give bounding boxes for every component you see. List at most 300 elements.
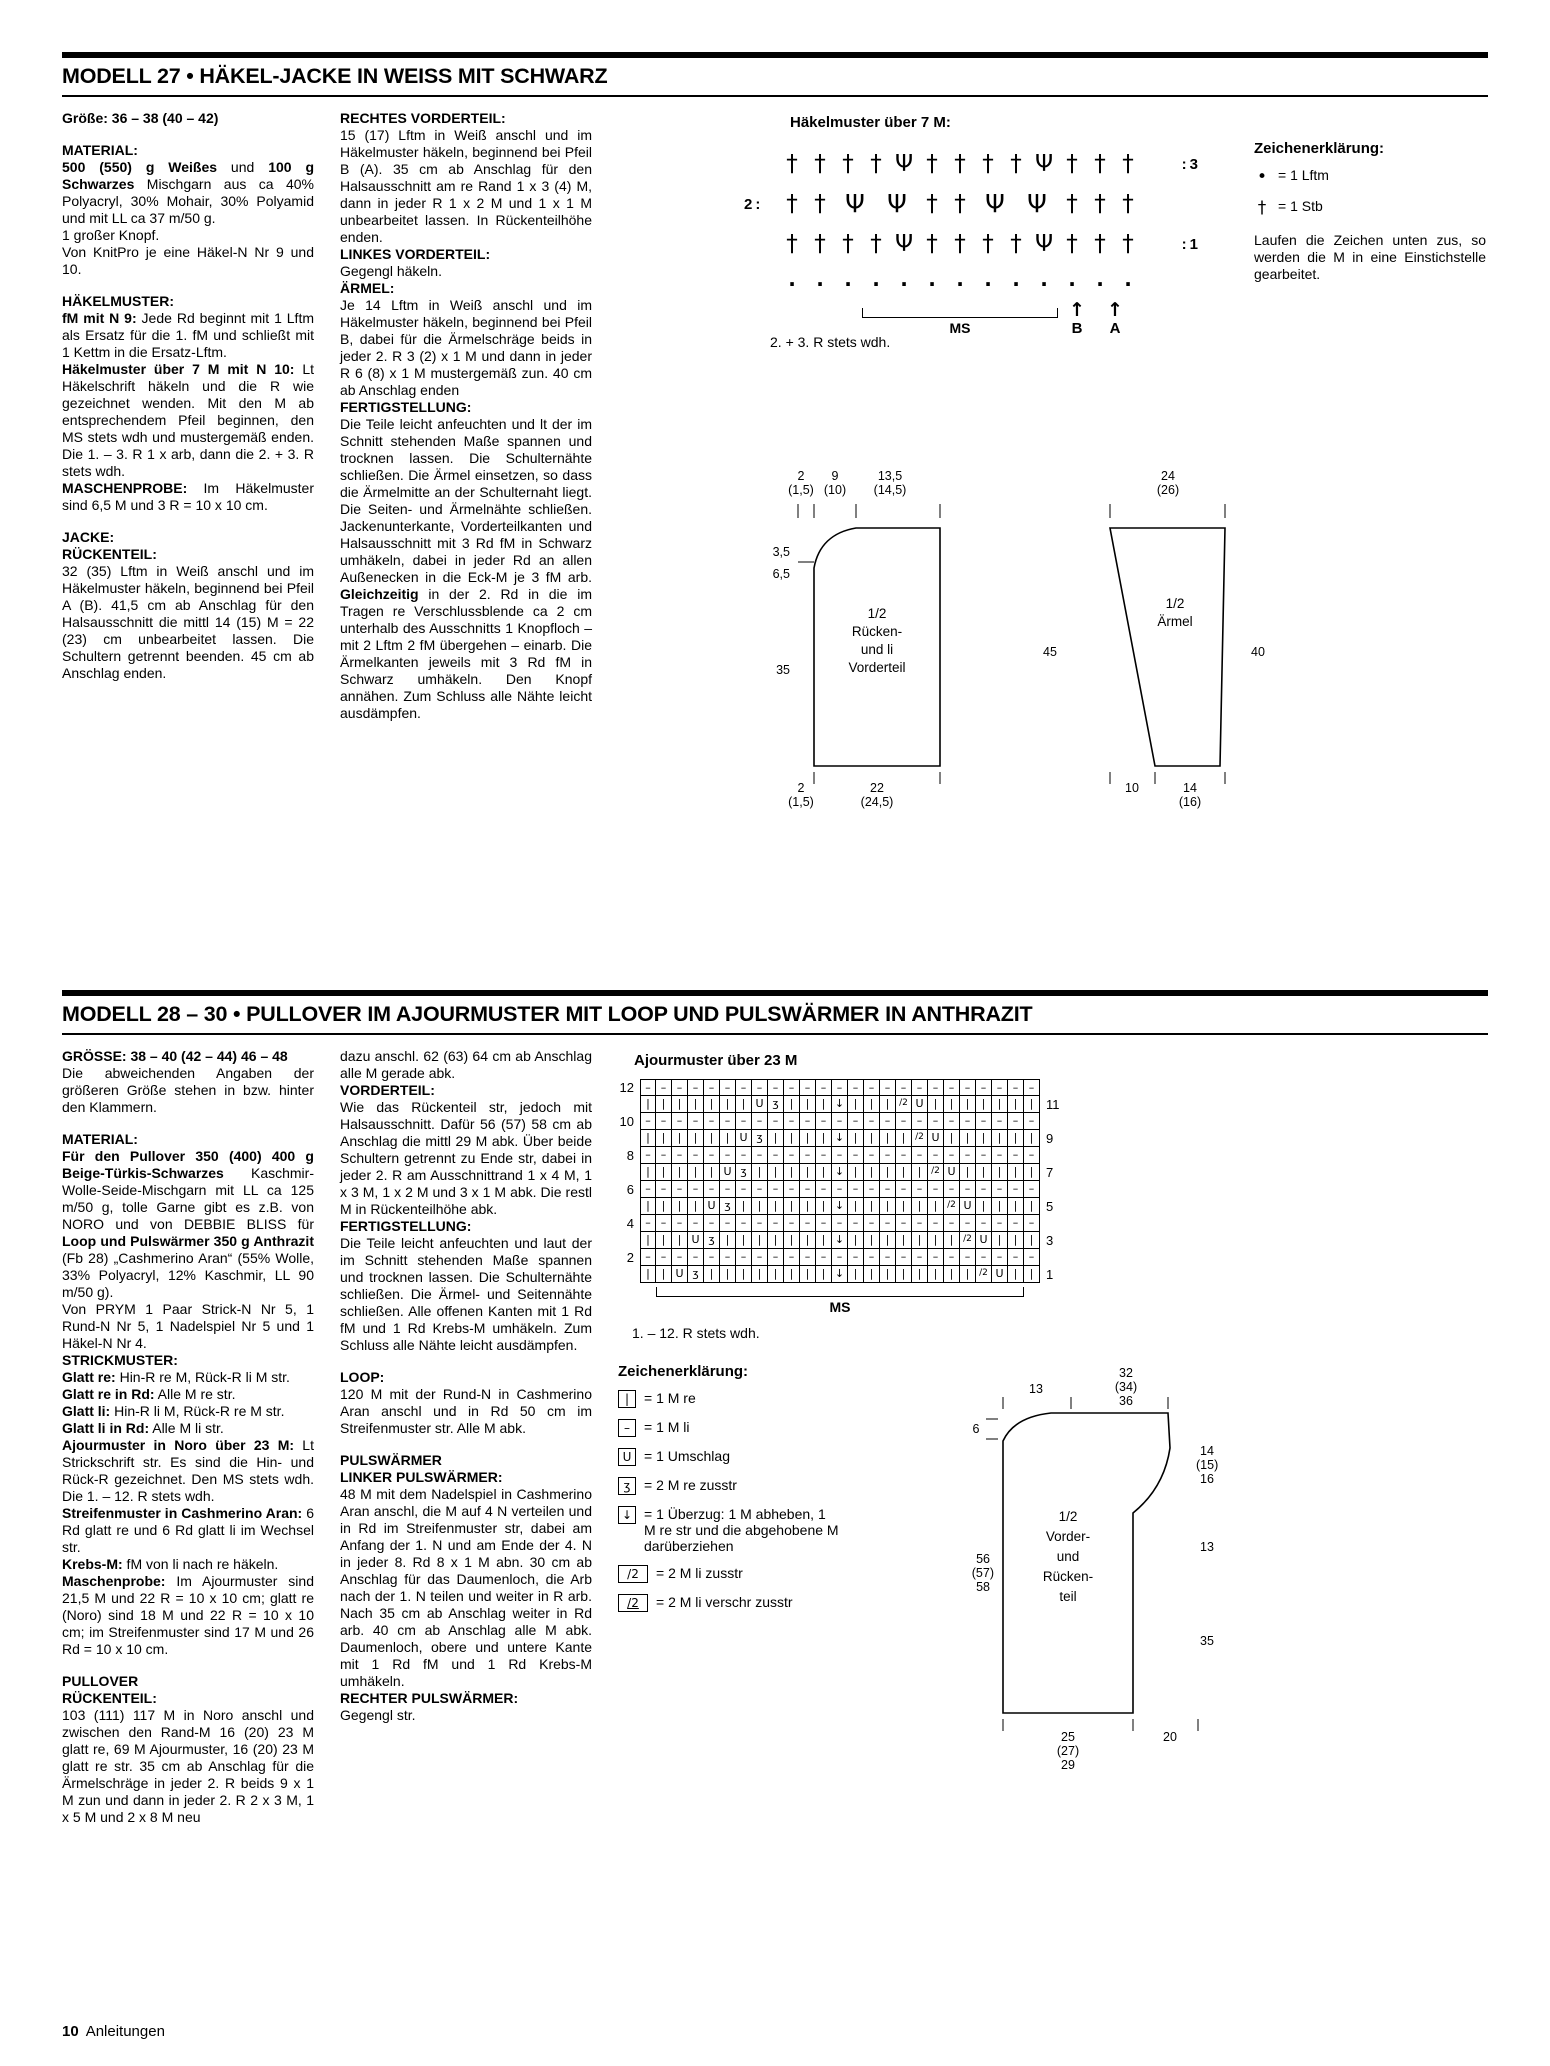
stitch-symbol-icon: · [816, 272, 824, 296]
chart-cell: | [656, 1130, 672, 1147]
chart-cell: | [656, 1164, 672, 1181]
legend-label: = 2 M li zusstr [656, 1565, 743, 1581]
paragraph: fM mit N 9: Jede Rd beginnt mit 1 Lftm als Ersatz für die 1. fM und schließt mit 1 Kettm in die Ersatz-Lftm. [62, 310, 314, 360]
legend-label: = 1 M re [644, 1390, 696, 1406]
stitch-symbol-icon: † [786, 231, 798, 257]
chart-cell: – [816, 1249, 832, 1266]
chart-cell: | [976, 1096, 992, 1113]
chart-cell: | [880, 1164, 896, 1181]
stitch-symbol-icon: · [1096, 272, 1104, 296]
chart-cell: – [656, 1249, 672, 1266]
chart-cell: | [1008, 1232, 1024, 1249]
chart-cell: | [800, 1266, 816, 1283]
chart-cell: | [752, 1232, 768, 1249]
chart-cell: | [656, 1232, 672, 1249]
legend-item [618, 1565, 870, 1583]
chart-cell: /2 [944, 1198, 960, 1215]
chart-cell: | [864, 1198, 880, 1215]
chart-cell: – [864, 1181, 880, 1198]
chart-cell: – [912, 1181, 928, 1198]
legend-label: = 2 M li verschr zusstr [656, 1594, 793, 1610]
chart-cell: ↓ [832, 1130, 848, 1147]
chart-cell: – [736, 1113, 752, 1130]
stitch-symbol-icon: † [814, 191, 826, 217]
chart-cell: | [960, 1164, 976, 1181]
paragraph: Größe: 36 – 38 (40 – 42) [62, 110, 219, 126]
chart-cell: – [864, 1215, 880, 1232]
dim-label: 25 [1061, 1730, 1075, 1744]
chart-cell: – [832, 1147, 848, 1164]
chart-cell: – [976, 1215, 992, 1232]
chart-cell: – [816, 1181, 832, 1198]
row-number: 8 [626, 1148, 634, 1163]
chart-cell: – [880, 1113, 896, 1130]
paragraph: Maschenprobe: Im Ajourmuster sind 21,5 M und 22 R = 10 x 10 cm; glatt re (Noro) sind 18 M und 22 R = 10 x 10 cm; im Streifenmuster sind 17 M und 26 Rd = 10 x 10 cm. [62, 1573, 314, 1657]
chart-cell: | [1024, 1198, 1040, 1215]
chart-cell: – [928, 1249, 944, 1266]
chart-cell: – [864, 1113, 880, 1130]
paragraph: Die Teile leicht anfeuchten und laut der im Schnitt stehenden Maße spannen und trocknen lassen. Die Schulternähte schließen. Die Ärmel- und Seitennähte schließen. Alle offenen Kanten mit 1 Rd fM und 1 Rd Krebs-M umhäkeln. Zum Schluss alle Nähte leicht ausdämpfen. [340, 1235, 592, 1353]
chart-cell: | [768, 1232, 784, 1249]
paragraph: RÜCKENTEIL: [62, 546, 157, 562]
chart-cell: – [736, 1215, 752, 1232]
chart-cell: | [816, 1198, 832, 1215]
row-number [1040, 1079, 1062, 1096]
chart-cell: | [768, 1266, 784, 1283]
row-number: 9 [1046, 1131, 1054, 1146]
chart-cell: ↓ [832, 1266, 848, 1283]
stitch-symbol-icon: Ψ [985, 189, 1005, 218]
chart-cell: – [912, 1079, 928, 1096]
part-label: Vorder- [1045, 1529, 1091, 1544]
chart-cell: – [656, 1215, 672, 1232]
row-number: 3 [1189, 155, 1198, 173]
row-number [618, 1266, 640, 1283]
dim-label: (26) [1156, 483, 1180, 497]
chart-cell: – [896, 1147, 912, 1164]
stitch-symbol-icon: Ψ [845, 189, 865, 218]
chart-cell: – [832, 1113, 848, 1130]
chart-cell: ↓ [832, 1096, 848, 1113]
stitch-symbol-icon: † [954, 151, 966, 177]
paragraph: RECHTER PULSWÄRMER: [340, 1690, 519, 1706]
row-number [1040, 1113, 1062, 1130]
chart-cell: – [784, 1249, 800, 1266]
part-label: Vorderteil [848, 660, 906, 675]
stitch-symbol-icon: † [786, 191, 798, 217]
chart-cell: U [912, 1096, 928, 1113]
chart-cell: | [896, 1198, 912, 1215]
chart-cell: – [800, 1113, 816, 1130]
chart-cell: U [752, 1096, 768, 1113]
stitch-symbol-icon: † [954, 191, 966, 217]
chart-cell: – [1008, 1249, 1024, 1266]
stitch-symbol-icon: † [1010, 151, 1022, 177]
ms-bracket [862, 308, 1058, 318]
chart-cell: – [640, 1079, 656, 1096]
chart-cell: ʒ [720, 1198, 736, 1215]
stitch-symbol-icon: Ψ [1034, 151, 1054, 177]
chart-cell: | [864, 1266, 880, 1283]
row-number [618, 1096, 640, 1113]
chart-cell: – [768, 1215, 784, 1232]
chain-stitch-icon: • [1256, 167, 1268, 187]
chart-cell: | [752, 1198, 768, 1215]
chart-cell: – [848, 1181, 864, 1198]
ms-repeat-marker [656, 1287, 1024, 1315]
chart-cell: U [672, 1266, 688, 1283]
row-number: 3 [1046, 1233, 1054, 1248]
part-label: Rücken- [851, 624, 903, 639]
ms-repeat-marker [862, 308, 1058, 336]
paragraph: Häkelmuster über 7 M mit N 10: Lt Häkelschrift häkeln und die R wie gezeichnet wenden. Mit den M ab entsprechendem Pfeil beginnen, den MS stets wdh und mustergemäß enden. Die 1. – 3. R 1 x arb, dann die 2. + 3. R stets wdh. [62, 361, 314, 479]
chart-cell: | [800, 1164, 816, 1181]
chart-cell: | [912, 1198, 928, 1215]
chart-cell: – [896, 1113, 912, 1130]
chart-cell: – [688, 1147, 704, 1164]
chart-cell: – [768, 1113, 784, 1130]
stitch-symbol-icon: · [984, 272, 992, 296]
chart-cell: | [736, 1266, 752, 1283]
chart-cell: – [864, 1079, 880, 1096]
chart-cell: – [736, 1249, 752, 1266]
chart-cell: – [880, 1181, 896, 1198]
chart-cell: – [720, 1215, 736, 1232]
chart-cell: – [640, 1181, 656, 1198]
dim-label: 32 [1119, 1366, 1133, 1380]
paragraph: Glatt re: Hin-R re M, Rück-R li M str. [62, 1369, 290, 1385]
chart-cell: U [976, 1232, 992, 1249]
chart-cell: – [1008, 1147, 1024, 1164]
chart-cell: – [992, 1079, 1008, 1096]
chart-cell: | [672, 1232, 688, 1249]
chart-cell: | [640, 1266, 656, 1283]
paragraph: Glatt li in Rd: Alle M li str. [62, 1420, 224, 1436]
chart-cell: | [800, 1130, 816, 1147]
chart-cell: – [928, 1079, 944, 1096]
chart-cell: | [896, 1232, 912, 1249]
chart-cell: – [1008, 1181, 1024, 1198]
yarnover-icon: U [618, 1448, 636, 1466]
chart-cell: | [784, 1266, 800, 1283]
legend-label: = 1 M li [644, 1419, 690, 1435]
stitch-symbol-icon: † [842, 231, 854, 257]
chart-cell: /2 [928, 1164, 944, 1181]
dim-label: (14,5) [873, 483, 907, 497]
chart-cell: | [816, 1232, 832, 1249]
stitch-symbol-icon: · [928, 272, 936, 296]
chart-cell: | [752, 1164, 768, 1181]
start-arrow-a [1104, 300, 1126, 337]
dim-label: 36 [1119, 1394, 1133, 1408]
chart-cell: | [880, 1096, 896, 1113]
schematic-pullover [888, 1363, 1288, 1773]
chart-cell: – [976, 1113, 992, 1130]
chart-cell: – [688, 1181, 704, 1198]
section-title: MODELL 27 • HÄKEL-JACKE IN WEISS MIT SCHWARZ [62, 64, 608, 88]
stitch-symbol-icon: † [1122, 231, 1134, 257]
chart-cell: – [800, 1215, 816, 1232]
chart-cell: | [960, 1130, 976, 1147]
start-arrows [1066, 300, 1126, 337]
chart-cell: – [784, 1079, 800, 1096]
dim-label: 22 [870, 781, 884, 795]
stitch-symbol-icon: † [982, 151, 994, 177]
section-header [62, 52, 1488, 97]
chart-cell: – [640, 1249, 656, 1266]
chart-cell: – [832, 1079, 848, 1096]
stitch-symbol-icon: · [1012, 272, 1020, 296]
chart-cell: U [720, 1164, 736, 1181]
chart-cell: – [720, 1249, 736, 1266]
paragraph: Krebs-M: fM von li nach re häkeln. [62, 1556, 279, 1572]
paragraph: 500 (550) g Weißes und 100 g Schwarzes Mischgarn aus ca 40% Polyacryl, 30% Mohair, 30% Polyamid und mit LL ca 37 m/50 g. [62, 159, 314, 226]
dim-label: 2 [797, 781, 805, 795]
paragraph: JACKE: [62, 529, 115, 545]
dim-label: 9 [831, 469, 839, 483]
legend-item [618, 1477, 870, 1495]
chart-cell: – [992, 1181, 1008, 1198]
chart-cell: | [768, 1130, 784, 1147]
chart-cell: | [704, 1130, 720, 1147]
chart-cell: – [752, 1147, 768, 1164]
stitch-row [778, 145, 1142, 183]
chart-cell: – [1024, 1113, 1040, 1130]
chart-cell: – [944, 1215, 960, 1232]
chart-cell: | [736, 1096, 752, 1113]
row-number: 1 [1189, 235, 1198, 253]
treble-stitch-icon: † [1257, 198, 1267, 218]
chart-cell: | [816, 1164, 832, 1181]
row-number [1040, 1249, 1062, 1266]
chart-cell: – [752, 1215, 768, 1232]
chart-cell: – [656, 1181, 672, 1198]
chart-cell: | [928, 1266, 944, 1283]
chart-cell: – [896, 1079, 912, 1096]
paragraph: PULLOVER [62, 1673, 139, 1689]
chart-cell: | [864, 1164, 880, 1181]
part-label: 1/2 [867, 606, 887, 621]
paragraph: Je 14 Lftm in Weiß anschl und im Häkelmuster häkeln, beginnend bei Pfeil B, dabei für die Ärmelschräge beids in jeder 2. R 3 (2) x 1 M und dann in jeder R 6 (8) x 1 M mustergemäß zun. 40 cm ab Anschlag enden [340, 297, 592, 398]
chart-cell: U [928, 1130, 944, 1147]
chart-cell: | [800, 1096, 816, 1113]
chart-row [618, 1079, 1062, 1096]
columns [62, 110, 1488, 962]
chart-row [618, 1266, 1062, 1283]
chart-cell: | [880, 1198, 896, 1215]
legend-item [618, 1448, 870, 1466]
chart-cell: – [688, 1215, 704, 1232]
chart-cell: – [1024, 1215, 1040, 1232]
chart-cell: – [672, 1147, 688, 1164]
chart-cell: U [960, 1198, 976, 1215]
paragraph: VORDERTEIL: [340, 1082, 435, 1098]
chart-cell: – [992, 1249, 1008, 1266]
chart-cell: | [976, 1198, 992, 1215]
chart-cell: | [672, 1164, 688, 1181]
dim-label: 16 [1200, 1472, 1214, 1486]
chart-cell: – [832, 1249, 848, 1266]
chart-cell: – [640, 1215, 656, 1232]
chart-cell: | [656, 1266, 672, 1283]
chart-cell: – [704, 1249, 720, 1266]
stitch-row [778, 225, 1142, 263]
chart-cell: – [752, 1249, 768, 1266]
row-number [618, 1130, 640, 1147]
row-number: 12 [619, 1080, 634, 1095]
chart-cell: /2 [896, 1096, 912, 1113]
stitch-symbol-icon: · [1040, 272, 1048, 296]
purl2tog-icon: /2 [618, 1565, 648, 1583]
chart-cell: – [960, 1181, 976, 1198]
chart-cell: – [1024, 1181, 1040, 1198]
chart-cell: | [896, 1130, 912, 1147]
chart-row [618, 1147, 1062, 1164]
dim-label: 45 [1043, 645, 1057, 659]
stitch-symbol-icon: † [1094, 191, 1106, 217]
chart-cell: ʒ [704, 1232, 720, 1249]
chart-cell: – [896, 1249, 912, 1266]
chart-cell: | [704, 1096, 720, 1113]
chart-cell: | [816, 1266, 832, 1283]
start-arrow-b [1066, 300, 1088, 337]
stitch-symbol-icon: Ψ [894, 151, 914, 177]
chart-cell: | [768, 1164, 784, 1181]
chart-cell: | [784, 1130, 800, 1147]
edge-chain-icon: : [1181, 235, 1187, 253]
chart-cell: U [736, 1130, 752, 1147]
chart-cell: | [976, 1130, 992, 1147]
row-number-3 [1179, 156, 1198, 173]
chart-cell: | [928, 1232, 944, 1249]
chart-cell: | [640, 1164, 656, 1181]
paragraph: Streifenmuster in Cashmerino Aran: 6 Rd glatt re und 6 Rd glatt li im Wechsel str. [62, 1505, 314, 1555]
legend-items [1254, 167, 1486, 218]
crochet-chart [744, 144, 1198, 350]
chart-cell: – [816, 1147, 832, 1164]
stitch-symbol-icon: Ψ [1034, 231, 1054, 257]
chart-cell: – [768, 1079, 784, 1096]
dim-label: (24,5) [860, 795, 894, 809]
stitch-symbol-icon: Ψ [887, 189, 907, 218]
diagram-area [618, 1048, 1488, 1773]
chart-cell: – [704, 1215, 720, 1232]
stitch-symbol-icon: † [786, 151, 798, 177]
dim-label: 14 [1200, 1444, 1214, 1458]
text-column-2 [340, 1048, 592, 1724]
chart-cell: – [992, 1113, 1008, 1130]
stitch-symbol-icon: † [814, 231, 826, 257]
row-number: 1 [1046, 1267, 1054, 1282]
chart-cell: – [672, 1215, 688, 1232]
chart-cell: | [864, 1096, 880, 1113]
chart-cell: | [720, 1266, 736, 1283]
chart-cell: | [880, 1232, 896, 1249]
chart-cell: | [880, 1266, 896, 1283]
dim-label: 13,5 [877, 469, 903, 483]
chart-cell: | [976, 1164, 992, 1181]
chart-cell: – [1024, 1147, 1040, 1164]
stitch-symbol-icon: Ψ [1027, 189, 1047, 218]
chart-cell: | [912, 1164, 928, 1181]
paragraph: 103 (111) 117 M in Noro anschl und zwischen den Rand-M 16 (20) 23 M glatt re, 69 M Ajourmuster, 16 (20) 23 M glatt re str. 35 cm ab Anschlag für die Ärmelschräge in jeder 2. R beids 9 x 1 M zun und dann in jeder 2. R 2 x 3 M, 1 x 5 M und 2 x 8 M neu [62, 1707, 314, 1825]
stitch-symbol-icon: † [926, 151, 938, 177]
footer-label: Anleitungen [85, 2023, 165, 2040]
chart-cell: – [768, 1249, 784, 1266]
page-number: 10 [62, 2023, 79, 2040]
foundation-chain-row [778, 264, 1158, 304]
row-number: 6 [626, 1182, 634, 1197]
chart-cell: U [704, 1198, 720, 1215]
chart-cell: – [688, 1079, 704, 1096]
chart-cell: | [1024, 1096, 1040, 1113]
chart-cell: – [704, 1113, 720, 1130]
chart-cell: ↓ [832, 1232, 848, 1249]
legend-note: Laufen die Zeichen unten zus, so werden die M in eine Einstichstelle gearbeitet. [1254, 232, 1486, 282]
part-label: Rücken- [1042, 1569, 1094, 1584]
chart-cell: | [704, 1266, 720, 1283]
chart-row [618, 1130, 1062, 1147]
paragraph: LINKER PULSWÄRMER: [340, 1469, 503, 1485]
dim-label: (1,5) [788, 795, 814, 809]
part-label: 1/2 [1058, 1509, 1078, 1524]
stitch-symbol-icon: † [982, 231, 994, 257]
chart-cell: | [928, 1198, 944, 1215]
chart-cell: – [960, 1249, 976, 1266]
legend-item [1254, 167, 1486, 187]
chart-cell: – [976, 1249, 992, 1266]
chart-cell: ʒ [752, 1130, 768, 1147]
arrow-up-icon: ↑ [1107, 299, 1123, 321]
chart-cell: | [912, 1232, 928, 1249]
chart-cell: | [992, 1130, 1008, 1147]
row-number-2 [744, 196, 763, 213]
paragraph: Von PRYM 1 Paar Strick-N Nr 5, 1 Rund-N Nr 5, 1 Nadelspiel Nr 5 und 1 Häkel-N Nr 4. [62, 1301, 314, 1351]
body-outline [1003, 1413, 1170, 1713]
chart-row-3 [778, 144, 1198, 184]
dim-label: (16) [1178, 795, 1202, 809]
sleeve-outline [1110, 528, 1225, 766]
chart-cell: – [976, 1147, 992, 1164]
chart-cell: – [896, 1181, 912, 1198]
chart-cell: | [720, 1130, 736, 1147]
legend-label: = 2 M re zusstr [644, 1477, 737, 1493]
chart-cell: | [944, 1130, 960, 1147]
paragraph: Die abweichenden Angaben der größeren Größe stehen in bzw. hinter den Klammern. [62, 1065, 314, 1115]
chart-cell: – [672, 1181, 688, 1198]
chart-cell: | [720, 1232, 736, 1249]
columns [62, 1048, 1488, 1968]
chart-cell: | [656, 1096, 672, 1113]
chart-row [618, 1232, 1062, 1249]
stitch-symbol-icon: Ψ [894, 231, 914, 257]
chart-cell: | [1008, 1096, 1024, 1113]
chart-cell: /2 [976, 1266, 992, 1283]
chart-cell: | [848, 1232, 864, 1249]
chart-cell: – [704, 1181, 720, 1198]
chart-cell: /2 [960, 1232, 976, 1249]
section-title: MODELL 28 – 30 • PULLOVER IM AJOURMUSTER MIT LOOP UND PULSWÄRMER IN ANTHRAZIT [62, 1002, 1033, 1026]
chart-cell: ʒ [736, 1164, 752, 1181]
paragraph: Gegengl häkeln. [340, 263, 442, 279]
legend-item [618, 1419, 870, 1437]
knit-stitch-icon: | [618, 1390, 636, 1408]
chart-cell: – [816, 1215, 832, 1232]
dim-label: (34) [1114, 1380, 1138, 1394]
stitch-symbol-icon: † [1094, 231, 1106, 257]
dim-label: (10) [823, 483, 847, 497]
chart-cell: | [1024, 1232, 1040, 1249]
